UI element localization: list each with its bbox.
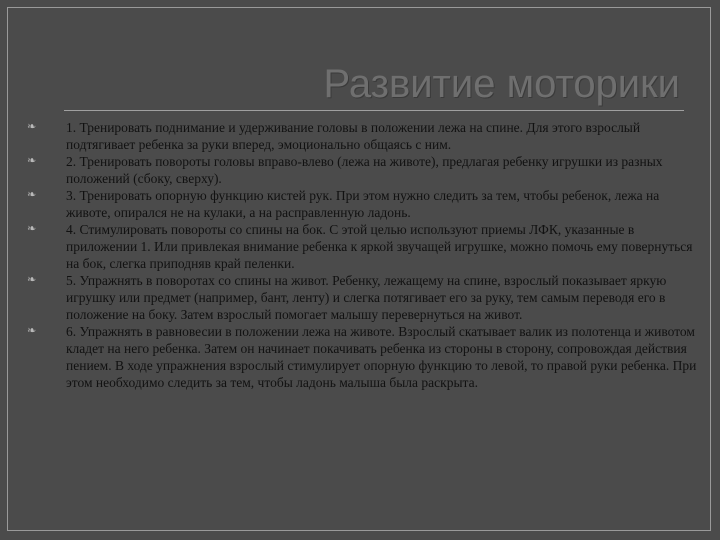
list-item-text: 5. Упражнять в поворотах со спины на живот. Ребенку, лежащему на спине, взрослый показывает яркую игрушку или предмет (например, бант, ленту) и слегка потягивает его за руку, тем самым переводя его в положение на боку. Затем взрослый помогает малышу перевернуться на живот. xyxy=(66,273,667,322)
ornate-bullet-icon: ❧ xyxy=(27,154,37,167)
list-item xyxy=(18,153,698,187)
title-divider xyxy=(64,110,684,111)
list-item xyxy=(18,272,698,323)
list-item xyxy=(18,187,698,221)
ornate-bullet-icon: ❧ xyxy=(27,188,37,201)
list-item xyxy=(18,119,698,153)
list-item-text: 4. Стимулировать повороты со спины на бок. С этой целью используют приемы ЛФК, указанные в приложении 1. Или привлекая внимание ребенка к яркой звучащей игрушке, можно помочь ему повернуться на бок, слегка приподняв край пеленки. xyxy=(66,222,693,271)
list-item xyxy=(18,323,698,391)
content-list xyxy=(18,119,698,391)
ornate-bullet-icon: ❧ xyxy=(27,324,37,337)
list-item-text: 6. Упражнять в равновесии в положении лежа на животе. Взрослый скатывает валик из полотенца и животом кладет на него ребенка. Затем он начинает покачивать ребенка из стороны в сторону, сопровождая действия пением. В ходе упражнения взрослый стимулирует опорную функцию то левой, то правой руки ребенка. При этом необходимо следить за тем, чтобы ладонь малыша была раскрыта. xyxy=(66,324,697,390)
list-item xyxy=(18,221,698,272)
ornate-bullet-icon: ❧ xyxy=(27,273,37,286)
slide-title: Развитие моторики xyxy=(323,62,680,106)
list-item-text: 3. Тренировать опорную функцию кистей рук. При этом нужно следить за тем, чтобы ребенок, лежа на животе, опирался не на кулаки, а на расправленную ладонь. xyxy=(66,188,660,220)
list-item-text: 2. Тренировать повороты головы вправо-влево (лежа на животе), предлагая ребенку игрушки из разных положений (сбоку, сверху). xyxy=(66,154,663,186)
list-item-text: 1. Тренировать поднимание и удерживание головы в положении лежа на спине. Для этого взрослый подтягивает ребенка за руки вперед, эмоционально общаясь с ним. xyxy=(66,120,641,152)
ornate-bullet-icon: ❧ xyxy=(27,222,37,235)
ornate-bullet-icon: ❧ xyxy=(27,120,37,133)
